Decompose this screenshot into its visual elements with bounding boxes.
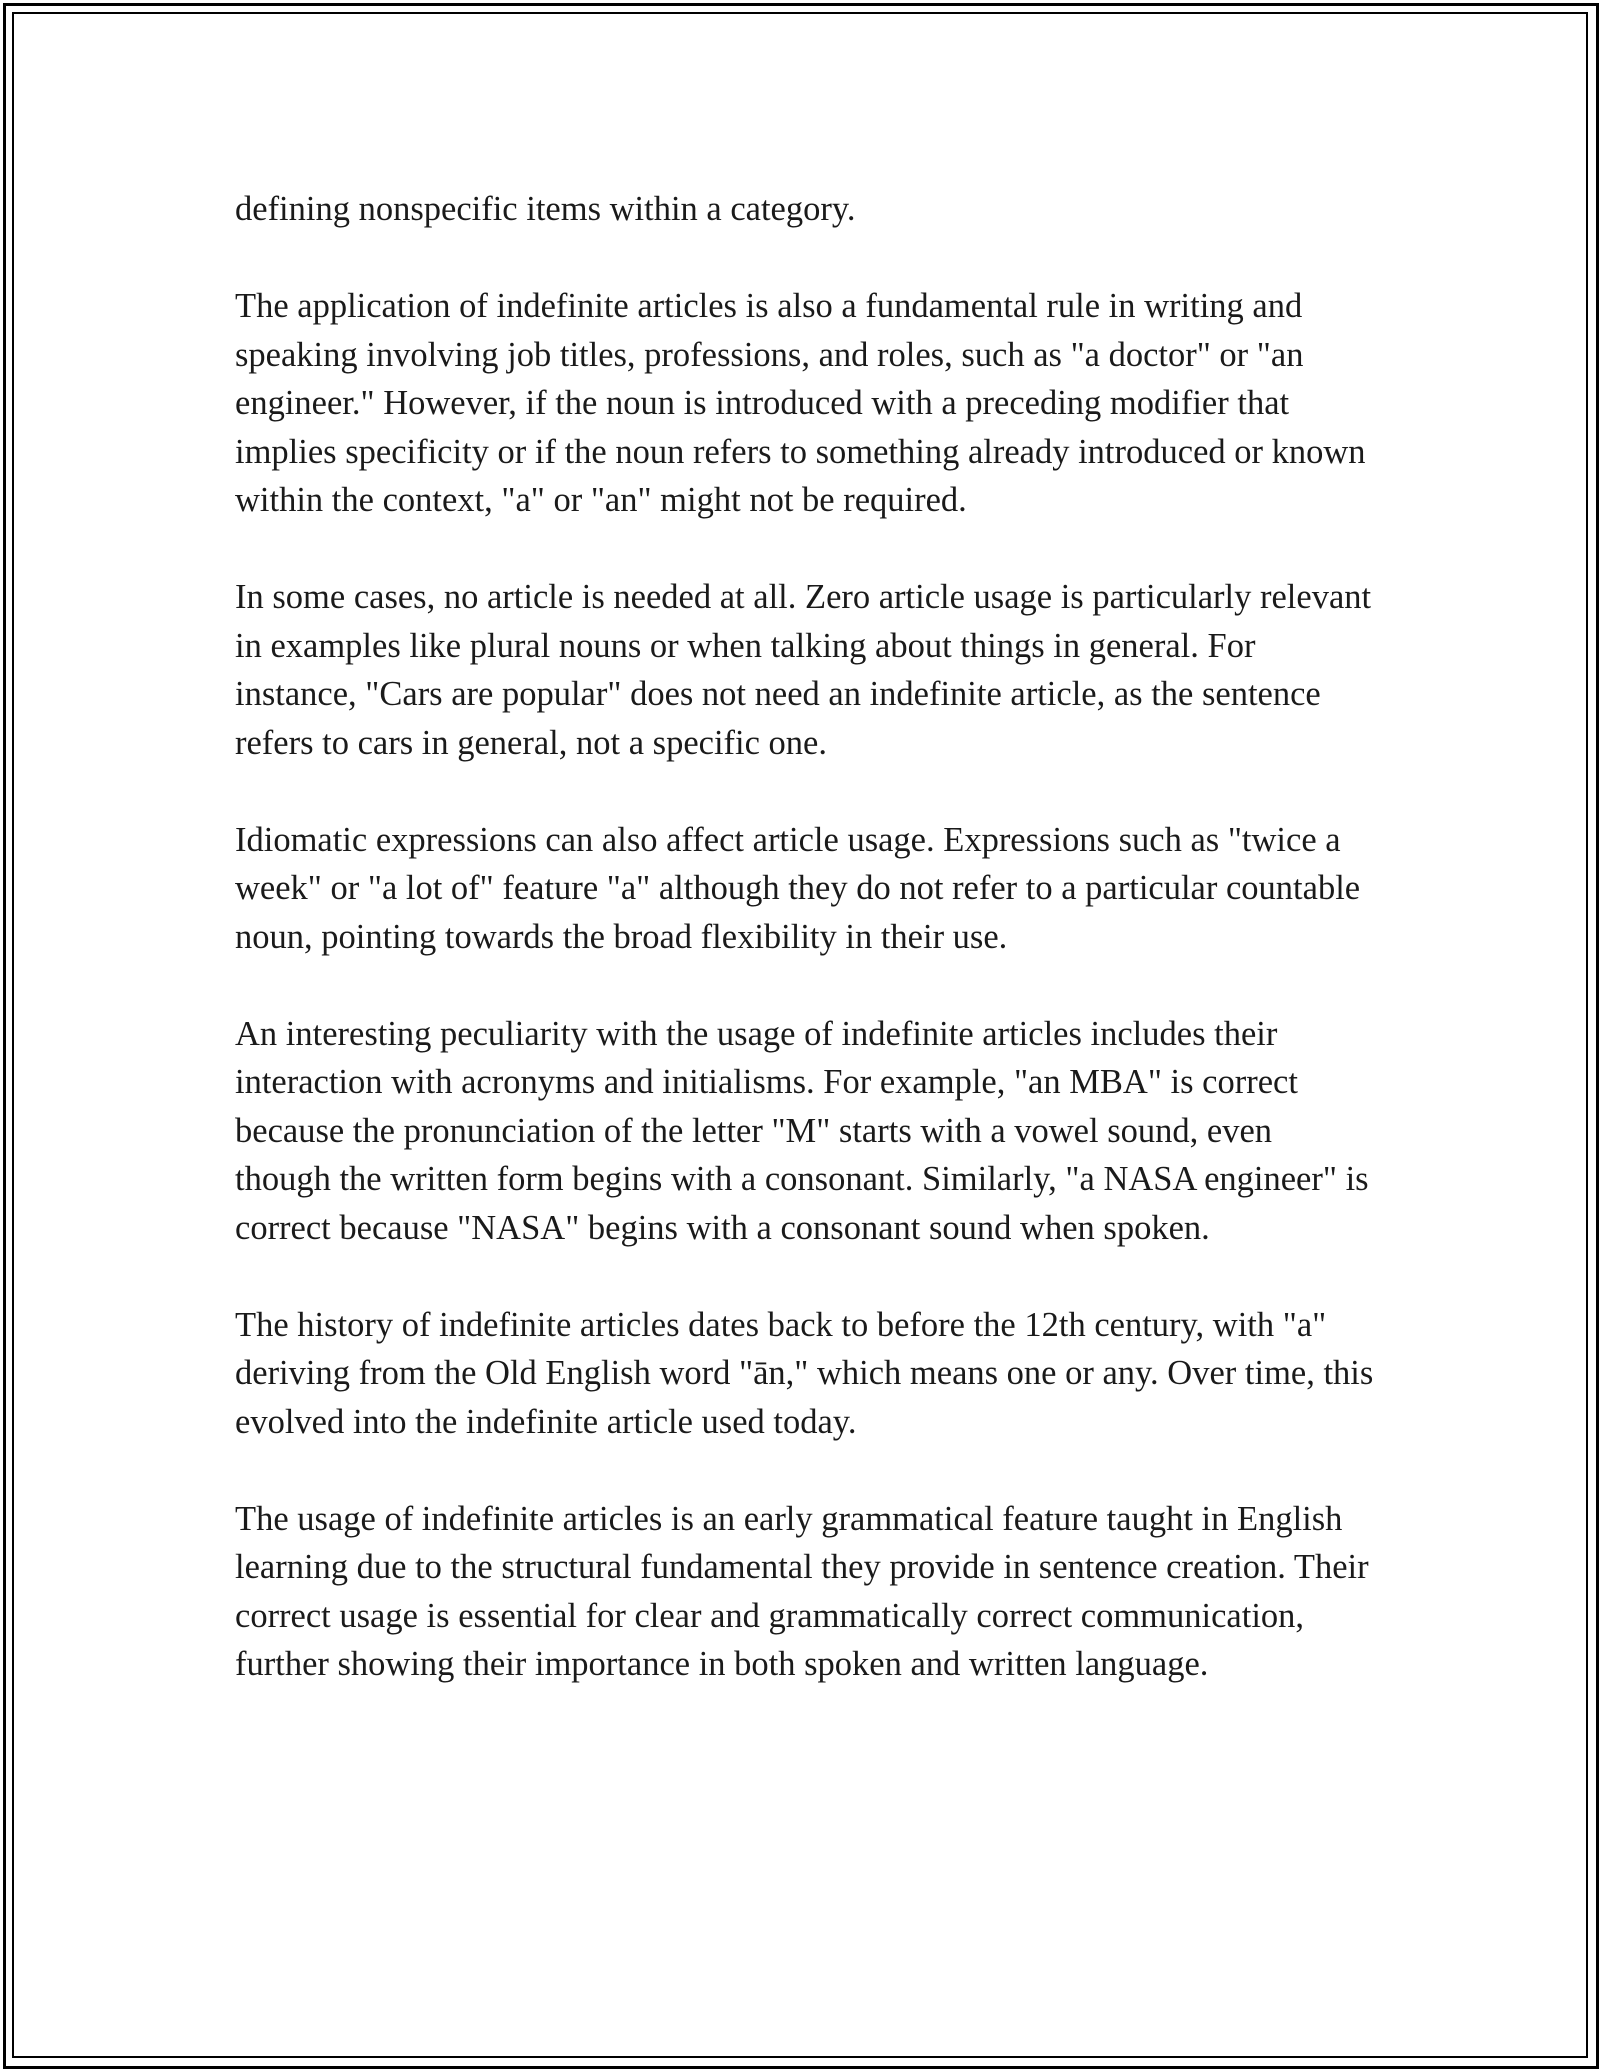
paragraph: In some cases, no article is needed at all. Zero article usage is particularly relevant in examples like plural nouns or when talking about things in general. For instance, "Cars are popular" does not need an indefinite article, as the sentence refers to cars in general, not a specific one. bbox=[235, 578, 1372, 762]
paragraph: An interesting peculiarity with the usage of indefinite articles includes their interaction with acronyms and initialisms. For example, "an MBA" is correct because the pronunciation of the letter "M" starts with a vowel sound, even though the written form begins with a consonant. Similarly, "a NASA engineer" is correct because "NASA" begins with a consonant sound when spoken. bbox=[235, 1014, 1369, 1247]
paragraph: The usage of indefinite articles is an early grammatical feature taught in English learning due to the structural fundamental they provide in sentence creation. Their correct usage is essential for clear and grammatically correct communication, further showing their importance in both spoken and written language. bbox=[235, 1499, 1369, 1683]
paragraph: Idiomatic expressions can also affect article usage. Expressions such as "twice a week" or "a lot of" feature "a" although they do not refer to a particular countable noun, pointing towards the broad flexibility in their use. bbox=[235, 820, 1361, 956]
paragraph: defining nonspecific items within a category. bbox=[235, 190, 856, 228]
paragraph: The history of indefinite articles dates back to before the 12th century, with "a" deriving from the Old English word "ān," which means one or any. Over time, this evolved into the indefinite article used today. bbox=[235, 1305, 1374, 1441]
document-body bbox=[235, 185, 1375, 1737]
paragraph: The application of indefinite articles is also a fundamental rule in writing and speaking involving job titles, professions, and roles, such as "a doctor" or "an engineer." However, if the noun is introduced with a preceding modifier that implies specificity or if the noun refers to something already introduced or known within the context, "a" or "an" might not be required. bbox=[235, 287, 1366, 519]
